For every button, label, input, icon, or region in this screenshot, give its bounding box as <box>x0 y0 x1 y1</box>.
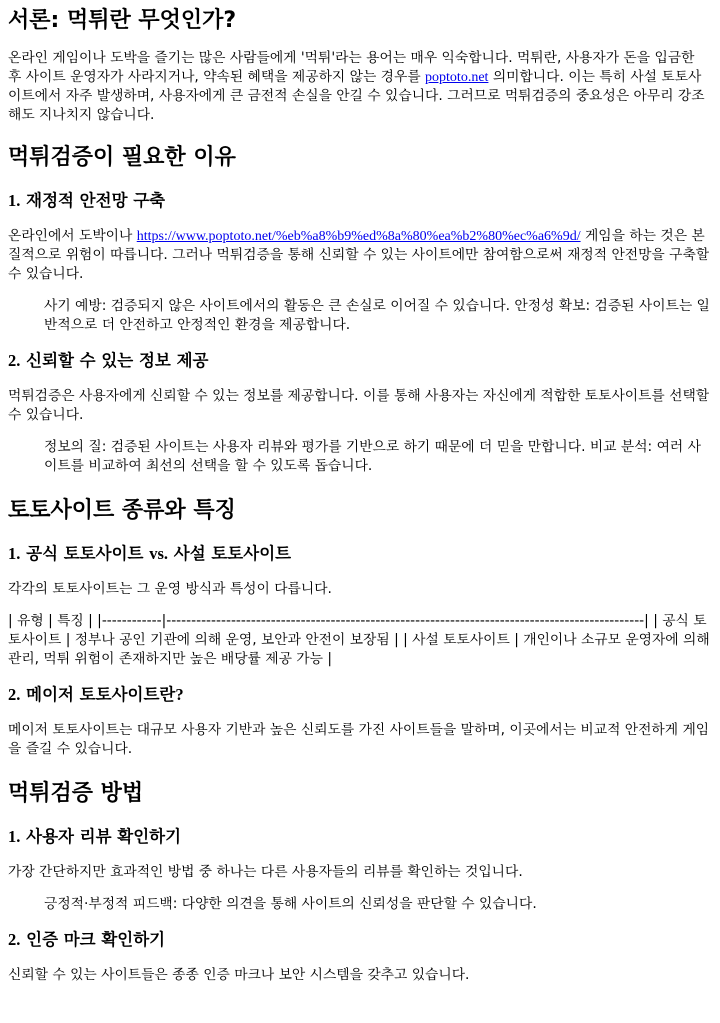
intro-text-after-link: 의미합니다. 이는 특히 사설 토토사이트에서 자주 발생하며, 사용자에게 큰 금전적 손실을 안길 수 있습니다. 그러므로 먹튀검증의 중요성은 아무리 강조해도 지나치지 않습니다. <box>8 69 705 123</box>
method-s1-heading <box>8 825 712 849</box>
why-s2-number: 2. <box>8 351 21 370</box>
why-s2-quote: 정보의 질: 검증된 사이트는 사용자 리뷰와 평가를 기반으로 하기 때문에 더 믿을 만합니다. 비교 분석: 여러 사이트를 비교하여 최선의 선택을 할 수 있도록 돕습니다. <box>44 439 701 474</box>
why-s2-title: 신뢰할 수 있는 정보 제공 <box>26 351 209 370</box>
types-s1-heading <box>8 542 712 566</box>
method-s2-heading <box>8 928 712 952</box>
why-s2-heading <box>8 349 712 373</box>
method-s1-paragraph: 가장 간단하지만 효과적인 방법 중 하나는 다른 사용자들의 리뷰를 확인하는 것입니다. <box>8 864 523 880</box>
types-s2-qmark: ? <box>175 685 184 704</box>
why-s1-title: 재정적 안전망 구축 <box>26 191 166 210</box>
intro-link[interactable]: poptoto.net <box>425 70 489 85</box>
method-s2-number: 2. <box>8 930 21 949</box>
method-s1-quote: 긍정적·부정적 피드백: 다양한 의견을 통해 사이트의 신뢰성을 판단할 수 있습니다. <box>44 896 537 912</box>
intro-paragraph <box>8 49 712 125</box>
types-heading: 토토사이트 종류와 특징 <box>8 498 236 523</box>
why-heading: 먹튀검증이 필요한 이유 <box>8 145 236 170</box>
types-s1-title-vs: vs. <box>149 544 168 563</box>
method-s2-paragraph: 신뢰할 수 있는 사이트들은 종종 인증 마크나 보안 시스템을 갖추고 있습니다. <box>8 967 470 983</box>
method-s2-title: 인증 마크 확인하기 <box>26 930 166 949</box>
why-s2-paragraph: 먹튀검증은 사용자에게 신뢰할 수 있는 정보를 제공합니다. 이를 통해 사용자는 자신에게 적합한 토토사이트를 선택할 수 있습니다. <box>8 388 710 423</box>
why-s1-link[interactable]: https://www.poptoto.net/%eb%a8%b9%ed%8a%80%ea%b2%80%ec%a6%9d/ <box>136 229 581 244</box>
why-s1-text-before-link: 온라인에서 도박이나 <box>8 228 133 244</box>
intro-heading: 서론: 먹튀란 무엇인가? <box>8 8 237 33</box>
types-s1-title-b: 사설 토토사이트 <box>173 544 292 563</box>
types-s2-heading <box>8 683 712 707</box>
types-s1-table-text: | 유형 | 특징 | |------------|------------------------------------------------------------------------------------------------| | 공식 토토사이트 | 정부나 공인 기관에 의해 운영, 보안과 안전이 보장됨 | | 사설 토토사이트 | 개인이나 소규모 운영자에 의해 관리, 먹튀 위험이 존재하지만 높은 배당률 제공 가능 | <box>8 613 710 667</box>
article <box>0 6 720 985</box>
intro-text-before-link: 온라인 게임이나 도박을 즐기는 많은 사람들에게 '먹튀'라는 용어는 매우 익숙합니다. 먹튀란, 사용자가 돈을 입금한 후 사이트 운영자가 사라지거나, 약속된 혜택을 제공하지 않는 경우를 <box>8 50 695 85</box>
types-s1-title-a: 공식 토토사이트 <box>26 544 144 563</box>
why-s1-text-after-link: 게임을 하는 것은 본질적으로 위험이 따릅니다. 그러나 먹튀검증을 통해 신뢰할 수 있는 사이트에만 참여함으로써 재정적 안전망을 구축할 수 있습니다. <box>8 228 710 282</box>
types-s1-number: 1. <box>8 544 21 563</box>
method-heading: 먹튀검증 방법 <box>8 781 144 806</box>
method-s1-title: 사용자 리뷰 확인하기 <box>26 827 182 846</box>
why-s1-number: 1. <box>8 191 21 210</box>
why-s1-quote: 사기 예방: 검증되지 않은 사이트에서의 활동은 큰 손실로 이어질 수 있습니다. 안정성 확보: 검증된 사이트는 일반적으로 더 안전하고 안정적인 환경을 제공합니다. <box>44 298 710 333</box>
types-s2-title: 메이저 토토사이트란 <box>26 685 176 704</box>
types-s2-paragraph: 메이저 토토사이트는 대규모 사용자 기반과 높은 신뢰도를 가진 사이트들을 말하며, 이곳에서는 비교적 안전하게 게임을 즐길 수 있습니다. <box>8 722 710 757</box>
why-s1-paragraph <box>8 227 712 284</box>
why-s1-heading <box>8 189 712 213</box>
types-s1-paragraph: 각각의 토토사이트는 그 운영 방식과 특성이 다릅니다. <box>8 581 332 597</box>
method-s1-number: 1. <box>8 827 21 846</box>
types-s2-number: 2. <box>8 685 21 704</box>
